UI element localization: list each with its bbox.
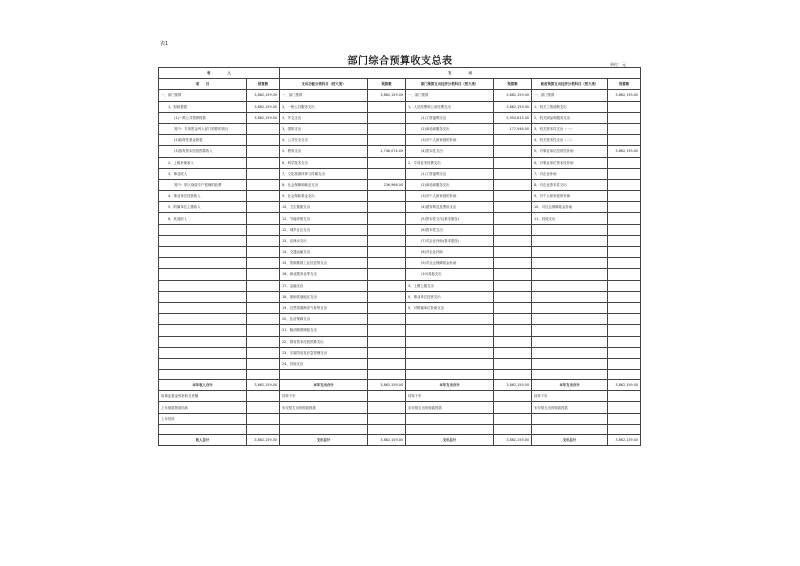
dept-econ-budget-cell <box>494 258 532 269</box>
gov-econ-item-cell: 结转下年 <box>532 391 608 402</box>
dept-econ-budget-cell <box>494 402 532 413</box>
income-item-cell <box>159 235 247 246</box>
income-item-cell: (2)政府性基金拨款 <box>159 135 247 146</box>
year-income-total-value: 3,862,159.00 <box>247 380 280 391</box>
dept-econ-item-cell: 结转下年 <box>406 391 494 402</box>
income-budget-cell <box>247 291 280 302</box>
dept-econ-budget-cell <box>494 146 532 157</box>
dept-econ-budget-cell <box>494 336 532 347</box>
dept-econ-budget-cell <box>494 358 532 369</box>
func-class-item-cell: 16、商业服务业等支出 <box>280 269 368 280</box>
dept-econ-item-cell: (7)对企业补助(基本建设) <box>406 235 494 246</box>
column-header-row <box>159 79 641 90</box>
gov-econ-budget-cell <box>608 325 641 336</box>
table-row <box>159 235 641 246</box>
income-item-cell <box>159 325 247 336</box>
dept-econ-budget-cell <box>494 314 532 325</box>
income-item-cell <box>159 347 247 358</box>
func-class-budget-cell <box>368 235 406 246</box>
income-budget-cell <box>247 235 280 246</box>
dept-econ-item-cell: (8)对企业补助 <box>406 247 494 258</box>
func-class-item-cell: 9、社会保险基金支出 <box>280 191 368 202</box>
dept-econ-item-cell: (2)商品和服务支出 <box>406 123 494 134</box>
gov-econ-item-cell: 3、机关资本性支出（一） <box>532 123 608 134</box>
dept-econ-budget-cell <box>494 157 532 168</box>
func-class-budget-cell: 2,746,074.00 <box>368 146 406 157</box>
func-class-item-cell: 8、社会保障和就业支出 <box>280 179 368 190</box>
func-class-item-cell: 2、外交支出 <box>280 112 368 123</box>
gov-econ-budget-cell <box>608 336 641 347</box>
income-item-cell: 3、事业收入 <box>159 168 247 179</box>
dept-econ-item-cell <box>406 347 494 358</box>
table-row <box>159 135 641 146</box>
table-row <box>159 191 641 202</box>
gov-econ-item-cell <box>532 325 608 336</box>
func-class-budget-cell <box>368 247 406 258</box>
income-budget-cell <box>247 314 280 325</box>
func-class-item-cell: 4、公共安全支出 <box>280 135 368 146</box>
income-item-cell: 2、上级补助收入 <box>159 157 247 168</box>
gov-econ-item-cell <box>532 247 608 258</box>
gov-econ-budget-cell <box>608 247 641 258</box>
func-class-budget-cell <box>368 314 406 325</box>
income-budget-cell <box>247 280 280 291</box>
table-row <box>159 347 641 358</box>
income-budget-cell <box>247 135 280 146</box>
year-total-row <box>159 380 641 391</box>
income-item-cell <box>159 291 247 302</box>
income-item-cell <box>159 258 247 269</box>
func-class-item-cell: 未安排支出的财政拨款 <box>280 402 368 413</box>
expense-section-header: 支 出 <box>280 68 641 79</box>
func-class-budget-cell <box>368 391 406 402</box>
func-class-budget-cell <box>368 413 406 424</box>
gov-econ-item-cell <box>532 347 608 358</box>
gov-econ-budget-cell <box>608 235 641 246</box>
gov-econ-budget-cell <box>608 135 641 146</box>
dept-econ-budget-cell <box>494 302 532 313</box>
dept-econ-budget-cell <box>494 291 532 302</box>
table-row <box>159 358 641 369</box>
dept-econ-item-cell <box>406 358 494 369</box>
func-class-budget-cell <box>368 291 406 302</box>
income-budget-cell <box>247 123 280 134</box>
year-gov-econ-total-label: 本年支出合计 <box>532 380 608 391</box>
func-class-item-cell: 10、卫生健康支出 <box>280 202 368 213</box>
dept-econ-budget-cell <box>494 224 532 235</box>
gov-econ-budget-cell <box>608 413 641 424</box>
gov-econ-budget-cell <box>608 101 641 112</box>
gov-econ-item-cell: 11、其他支出 <box>532 213 608 224</box>
income-item-cell <box>159 302 247 313</box>
func-class-budget-cell <box>368 101 406 112</box>
func-class-budget-cell <box>368 202 406 213</box>
table-row <box>159 291 641 302</box>
income-item-cell: 上年财政拨款结转 <box>159 402 247 413</box>
func-class-item-cell: 6、科学技术支出 <box>280 157 368 168</box>
func-class-budget-cell <box>368 347 406 358</box>
gov-econ-budget-cell <box>608 191 641 202</box>
func-class-budget-cell <box>368 402 406 413</box>
gov-econ-budget-cell <box>608 291 641 302</box>
grand-func-total-value: 3,862,159.00 <box>368 434 406 445</box>
func-class-budget-cell <box>368 168 406 179</box>
dept-econ-item-cell <box>406 314 494 325</box>
func-class-item-cell: 1、一般公共服务支出 <box>280 101 368 112</box>
income-item-cell <box>159 224 247 235</box>
income-budget-cell: 3,862,159.00 <box>247 101 280 112</box>
table-row <box>159 325 641 336</box>
grand-income-total-value: 3,862,159.00 <box>247 434 280 445</box>
dept-econ-item-cell: (1)工资福利支出 <box>406 112 494 123</box>
func-budget-header: 预算数 <box>368 79 406 90</box>
table-row <box>159 224 641 235</box>
func-class-budget-cell <box>368 112 406 123</box>
dept-econ-budget-cell <box>494 168 532 179</box>
gov-econ-budget-cell <box>608 314 641 325</box>
grand-income-total-label: 收入总计 <box>159 434 247 445</box>
income-budget-cell <box>247 168 280 179</box>
income-budget-cell <box>247 247 280 258</box>
func-class-item-cell: 5、教育支出 <box>280 146 368 157</box>
func-class-budget-cell <box>368 157 406 168</box>
table-number-label: 表1 <box>160 41 169 47</box>
dept-econ-item-cell: 2、专项业务经费支出 <box>406 157 494 168</box>
gov-econ-budget-cell <box>608 202 641 213</box>
income-budget-cell: 3,862,159.00 <box>247 90 280 101</box>
table-row <box>159 213 641 224</box>
gov-econ-item-cell: 6、对事业单位资本性补助 <box>532 157 608 168</box>
table-row <box>159 269 641 280</box>
gov-econ-item-cell <box>532 235 608 246</box>
income-budget-cell <box>247 302 280 313</box>
dept-econ-item-cell: 一、部门预算 <box>406 90 494 101</box>
func-class-budget-cell <box>368 213 406 224</box>
income-item-cell: 1、财政拨款 <box>159 101 247 112</box>
dept-econ-item-cell: (4)债务利息及费用支出 <box>406 202 494 213</box>
gov-econ-item-cell <box>532 336 608 347</box>
dept-econ-item-cell: (6)资本性支出 <box>406 224 494 235</box>
budget-summary-table <box>158 67 641 446</box>
func-class-budget-cell <box>368 280 406 291</box>
dept-econ-item-cell: 3、上缴上级支出 <box>406 280 494 291</box>
gov-econ-budget-cell: 3,862,159.00 <box>608 90 641 101</box>
gov-econ-item-cell: 9、对个人和家庭的补助 <box>532 191 608 202</box>
dept-econ-budget-cell <box>494 235 532 246</box>
dept-econ-budget-cell <box>494 325 532 336</box>
dept-econ-budget-cell <box>494 247 532 258</box>
gov-econ-budget-cell <box>608 391 641 402</box>
dept-econ-item-cell: 5、对附属单位补助支出 <box>406 302 494 313</box>
dept-econ-item-cell: 4、事业单位经营支出 <box>406 291 494 302</box>
table-row <box>159 258 641 269</box>
func-class-item-cell <box>280 413 368 424</box>
page-title: 部门综合预算收支总表 <box>347 56 453 67</box>
func-class-budget-cell: 236,966.00 <box>368 179 406 190</box>
income-item-cell <box>159 314 247 325</box>
table-row <box>159 179 641 190</box>
gov-econ-item-cell <box>532 302 608 313</box>
spacer-row <box>159 424 641 434</box>
dept-econ-budget-cell: 177,546.00 <box>494 123 532 134</box>
gov-econ-budget-cell <box>608 168 641 179</box>
dept-econ-budget-cell <box>494 391 532 402</box>
gov-econ-budget-cell <box>608 269 641 280</box>
grand-gov-econ-total-label: 支出总计 <box>532 434 608 445</box>
gov-econ-budget-cell <box>608 224 641 235</box>
gov-econ-item-cell <box>532 413 608 424</box>
gov-econ-budget-cell <box>608 157 641 168</box>
dept-econ-budget-cell: 2,954,613.00 <box>494 112 532 123</box>
income-item-cell <box>159 336 247 347</box>
grand-dept-econ-total-value: 3,862,159.00 <box>494 434 532 445</box>
grand-func-total-label: 支出总计 <box>280 434 368 445</box>
unit-label: 单位：元 <box>610 62 626 67</box>
func-class-item-cell: 一、部门预算 <box>280 90 368 101</box>
dept-econ-budget-cell <box>494 179 532 190</box>
income-budget-cell <box>247 402 280 413</box>
income-section-header: 收 入 <box>159 68 280 79</box>
func-class-budget-cell <box>368 358 406 369</box>
gov-econ-item-cell: 10、对社会保障基金补助 <box>532 202 608 213</box>
income-item-cell: 其中：专项资金列入部门预算的项目 <box>159 123 247 134</box>
dept-econ-item-cell: (9)对社会保障基金补助 <box>406 258 494 269</box>
year-income-total-label: 本年收入合计 <box>159 380 247 391</box>
func-class-item-cell: 7、文化旅游体育与传媒支出 <box>280 168 368 179</box>
year-dept-econ-total-label: 本年支出合计 <box>406 380 494 391</box>
income-item-cell: (3)国有资本经营预算收入 <box>159 146 247 157</box>
dept-econ-item-cell <box>406 413 494 424</box>
income-budget-cell <box>247 336 280 347</box>
func-class-budget-cell <box>368 135 406 146</box>
section-header-row <box>159 68 641 79</box>
income-item-cell <box>159 280 247 291</box>
gov-econ-budget-cell <box>608 402 641 413</box>
dept-econ-budget-cell: 3,862,159.00 <box>494 101 532 112</box>
dept-econ-item-cell: (10)其他支出 <box>406 269 494 280</box>
income-item-cell: 一、部门预算 <box>159 90 247 101</box>
dept-econ-budget-cell <box>494 280 532 291</box>
dept-econ-budget-cell <box>494 213 532 224</box>
dept-econ-budget-cell: 3,862,159.00 <box>494 90 532 101</box>
table-row <box>159 336 641 347</box>
income-item-cell <box>159 358 247 369</box>
dept-econ-budget-cell <box>494 269 532 280</box>
table-row <box>159 402 641 413</box>
gov-econ-item-cell: 未安排支出的财政拨款 <box>532 402 608 413</box>
func-class-budget-cell <box>368 191 406 202</box>
table-row <box>159 247 641 258</box>
func-class-item-cell: 12、城乡社区支出 <box>280 224 368 235</box>
dept-econ-item-cell: 1、人员经费和公用经费支出 <box>406 101 494 112</box>
func-class-budget-cell <box>368 258 406 269</box>
gov-econ-item-cell: 8、对企业资本性支出 <box>532 179 608 190</box>
gov-econ-item-cell <box>532 291 608 302</box>
func-class-item-cell: 15、资源勘探工业信息等支出 <box>280 258 368 269</box>
gov-econ-budget-cell <box>608 179 641 190</box>
income-budget-cell <box>247 391 280 402</box>
func-class-item-cell: 24、其他支出 <box>280 358 368 369</box>
table-row <box>159 391 641 402</box>
func-class-item-cell: 11、节能环保支出 <box>280 213 368 224</box>
func-class-header: 支出功能分类科目（按大类） <box>280 79 368 90</box>
table-row <box>159 314 641 325</box>
func-class-item-cell: 14、交通运输支出 <box>280 247 368 258</box>
gov-econ-item-cell: 7、对企业补助 <box>532 168 608 179</box>
gov-econ-budget-cell <box>608 123 641 134</box>
gov-econ-item-cell <box>532 224 608 235</box>
gov-econ-budget-cell <box>608 112 641 123</box>
gov-econ-item-cell: 1、机关工资福利支出 <box>532 101 608 112</box>
grand-total-row <box>159 434 641 445</box>
table-row <box>159 146 641 157</box>
income-budget-cell <box>247 358 280 369</box>
income-budget-cell <box>247 157 280 168</box>
func-class-budget-cell <box>368 224 406 235</box>
gov-econ-budget-cell <box>608 258 641 269</box>
gov-econ-item-cell <box>532 358 608 369</box>
income-budget-cell <box>247 179 280 190</box>
spacer-row <box>159 370 641 380</box>
table-row <box>159 112 641 123</box>
func-class-item-cell: 18、援助其他地区支出 <box>280 291 368 302</box>
dept-econ-item-cell: 未安排支出的财政拨款 <box>406 402 494 413</box>
func-class-item-cell: 23、灾害防治及应急管理支出 <box>280 347 368 358</box>
gov-econ-budget-cell: 3,862,159.00 <box>608 146 641 157</box>
gov-econ-item-cell <box>532 280 608 291</box>
func-class-item-cell: 22、国有资本经营预算支出 <box>280 336 368 347</box>
income-item-cell: 用事业基金弥补收支差额 <box>159 391 247 402</box>
gov-econ-budget-header: 预算数 <box>608 79 641 90</box>
income-budget-cell <box>247 269 280 280</box>
func-class-budget-cell <box>368 269 406 280</box>
grand-dept-econ-total-label: 支出总计 <box>406 434 494 445</box>
income-item-cell: 5、附属单位上缴收入 <box>159 202 247 213</box>
dept-econ-item-cell: (5)资本性支出(基本建设) <box>406 213 494 224</box>
income-budget-cell <box>247 413 280 424</box>
func-class-budget-cell <box>368 302 406 313</box>
func-class-budget-cell <box>368 325 406 336</box>
income-item-cell: 6、其他收入 <box>159 213 247 224</box>
year-func-total-value: 3,862,159.00 <box>368 380 406 391</box>
dept-econ-item-cell: (4)资本性支出 <box>406 146 494 157</box>
gov-econ-budget-cell <box>608 280 641 291</box>
func-class-item-cell: 17、金融支出 <box>280 280 368 291</box>
income-budget-cell <box>247 347 280 358</box>
gov-econ-item-cell: 4、机关资本性支出（二） <box>532 135 608 146</box>
dept-econ-budget-cell <box>494 202 532 213</box>
table-row <box>159 202 641 213</box>
income-budget-cell <box>247 258 280 269</box>
dept-econ-item-cell <box>406 325 494 336</box>
income-item-cell <box>159 247 247 258</box>
func-class-budget-cell <box>368 123 406 134</box>
income-budget-cell <box>247 146 280 157</box>
income-budget-cell <box>247 224 280 235</box>
dept-econ-budget-header: 预算数 <box>494 79 532 90</box>
income-budget-header: 预算数 <box>247 79 280 90</box>
dept-econ-item-cell: (2)商品和服务支出 <box>406 179 494 190</box>
income-item-cell: (1)一般公共预算拨款 <box>159 112 247 123</box>
gov-econ-budget-cell <box>608 347 641 358</box>
income-budget-cell <box>247 213 280 224</box>
dept-econ-item-cell <box>406 336 494 347</box>
income-item-cell: 上年结转 <box>159 413 247 424</box>
table-row <box>159 157 641 168</box>
dept-econ-item-cell: (3)对个人和家庭的补助 <box>406 135 494 146</box>
dept-econ-budget-cell <box>494 347 532 358</box>
table-row <box>159 101 641 112</box>
year-func-total-label: 本年支出合计 <box>280 380 368 391</box>
gov-econ-header: 政府预算支出经济分类科目（按大类） <box>532 79 608 90</box>
table-row <box>159 413 641 424</box>
func-class-budget-cell: 3,862,159.00 <box>368 90 406 101</box>
grand-gov-econ-total-value: 3,862,159.00 <box>608 434 641 445</box>
func-class-item-cell: 19、自然资源海洋气象等支出 <box>280 302 368 313</box>
table-row <box>159 280 641 291</box>
gov-econ-item-cell: 2、机关商品和服务支出 <box>532 112 608 123</box>
dept-econ-header: 部门预算支出经济分类科目（按大类） <box>406 79 494 90</box>
func-class-item-cell: 20、住房保障支出 <box>280 314 368 325</box>
year-dept-econ-total-value: 3,862,159.00 <box>494 380 532 391</box>
func-class-item-cell: 3、国防支出 <box>280 123 368 134</box>
gov-econ-item-cell <box>532 258 608 269</box>
dept-econ-item-cell: (3)对个人和家庭的补助 <box>406 191 494 202</box>
income-item-cell: 其中：纳入财政专户管理的收费 <box>159 179 247 190</box>
gov-econ-item-cell: 一、部门预算 <box>532 90 608 101</box>
gov-econ-budget-cell <box>608 213 641 224</box>
income-budget-cell <box>247 191 280 202</box>
func-class-item-cell: 21、粮油物资储备支出 <box>280 325 368 336</box>
income-item-cell <box>159 269 247 280</box>
func-class-budget-cell <box>368 336 406 347</box>
gov-econ-item-cell <box>532 314 608 325</box>
table-row <box>159 168 641 179</box>
table-row <box>159 90 641 101</box>
dept-econ-budget-cell <box>494 135 532 146</box>
func-class-item-cell: 结转下年 <box>280 391 368 402</box>
income-budget-cell <box>247 202 280 213</box>
year-gov-econ-total-value: 3,862,159.00 <box>608 380 641 391</box>
table-row <box>159 302 641 313</box>
gov-econ-item-cell <box>532 269 608 280</box>
gov-econ-item-cell: 5、对事业单位经常性补助 <box>532 146 608 157</box>
table-row <box>159 123 641 134</box>
income-budget-cell <box>247 325 280 336</box>
gov-econ-budget-cell <box>608 302 641 313</box>
dept-econ-budget-cell <box>494 413 532 424</box>
gov-econ-budget-cell <box>608 358 641 369</box>
dept-econ-budget-cell <box>494 191 532 202</box>
income-item-header: 项 目 <box>159 79 247 90</box>
dept-econ-item-cell: (1)工资福利支出 <box>406 168 494 179</box>
income-item-cell: 4、事业单位经营收入 <box>159 191 247 202</box>
func-class-item-cell: 13、农林水支出 <box>280 235 368 246</box>
income-budget-cell: 3,862,159.00 <box>247 112 280 123</box>
